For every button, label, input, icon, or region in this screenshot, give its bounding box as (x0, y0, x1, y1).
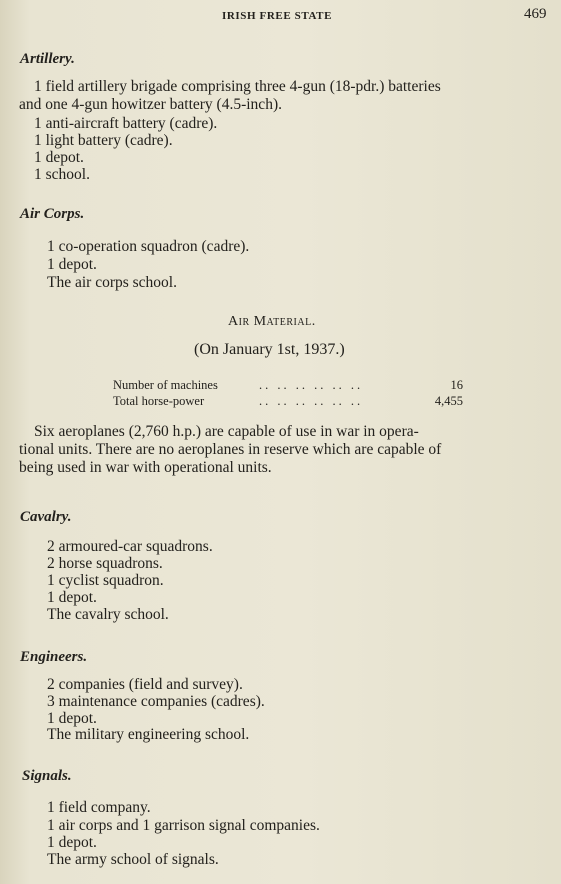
signals-line: 1 depot. (47, 834, 97, 851)
leader-dots: .. .. .. .. .. .. (259, 378, 364, 392)
stat-value: 4,455 (434, 394, 463, 408)
stat-value: 16 (450, 378, 463, 392)
section-heading-air-corps: Air Corps. (20, 206, 85, 222)
artillery-line: 1 field artillery brigade comprising three 4-gun (18-pdr.) batteries (34, 78, 441, 95)
section-heading-artillery: Artillery. (20, 51, 75, 67)
cavalry-line: 2 horse squadrons. (47, 555, 163, 572)
running-head: IRISH FREE STATE (222, 10, 333, 22)
air-corps-line: 1 depot. (47, 256, 97, 273)
section-heading-cavalry: Cavalry. (20, 509, 72, 525)
artillery-line: 1 depot. (34, 149, 84, 166)
signals-line: 1 field company. (47, 799, 151, 816)
cavalry-line: 1 depot. (47, 589, 97, 606)
air-material-date: (On January 1st, 1937.) (194, 341, 345, 358)
section-heading-signals: Signals. (22, 768, 72, 784)
artillery-line: and one 4-gun howitzer battery (4.5-inch). (19, 96, 282, 113)
page-number: 469 (524, 6, 547, 22)
signals-line: The army school of signals. (47, 851, 219, 868)
cavalry-line: 1 cyclist squadron. (47, 572, 164, 589)
engineers-line: 2 companies (field and survey). (47, 676, 243, 693)
artillery-line: 1 anti-aircraft battery (cadre). (34, 115, 218, 132)
section-heading-engineers: Engineers. (20, 649, 88, 665)
artillery-line: 1 school. (34, 166, 90, 183)
engineers-line: The military engineering school. (47, 726, 250, 743)
air-material-paragraph-line: Six aeroplanes (2,760 h.p.) are capable of use in war in opera- (34, 423, 419, 440)
cavalry-line: The cavalry school. (47, 606, 169, 623)
air-corps-line: 1 co-operation squadron (cadre). (47, 238, 250, 255)
leader-dots: .. .. .. .. .. .. (259, 394, 364, 408)
air-material-paragraph-line: being used in war with operational units. (19, 459, 272, 476)
air-material-paragraph-line: tional units. There are no aeroplanes in reserve which are capable of (19, 441, 442, 458)
signals-line: 1 air corps and 1 garrison signal companies. (47, 817, 320, 834)
air-material-title: Air Material. (228, 314, 316, 329)
cavalry-line: 2 armoured-car squadrons. (47, 538, 213, 555)
engineers-line: 3 maintenance companies (cadres). (47, 693, 265, 710)
stat-label: Number of machines (113, 378, 218, 392)
stat-label: Total horse-power (113, 394, 205, 408)
artillery-line: 1 light battery (cadre). (34, 132, 173, 149)
air-corps-line: The air corps school. (47, 274, 177, 291)
engineers-line: 1 depot. (47, 710, 97, 727)
